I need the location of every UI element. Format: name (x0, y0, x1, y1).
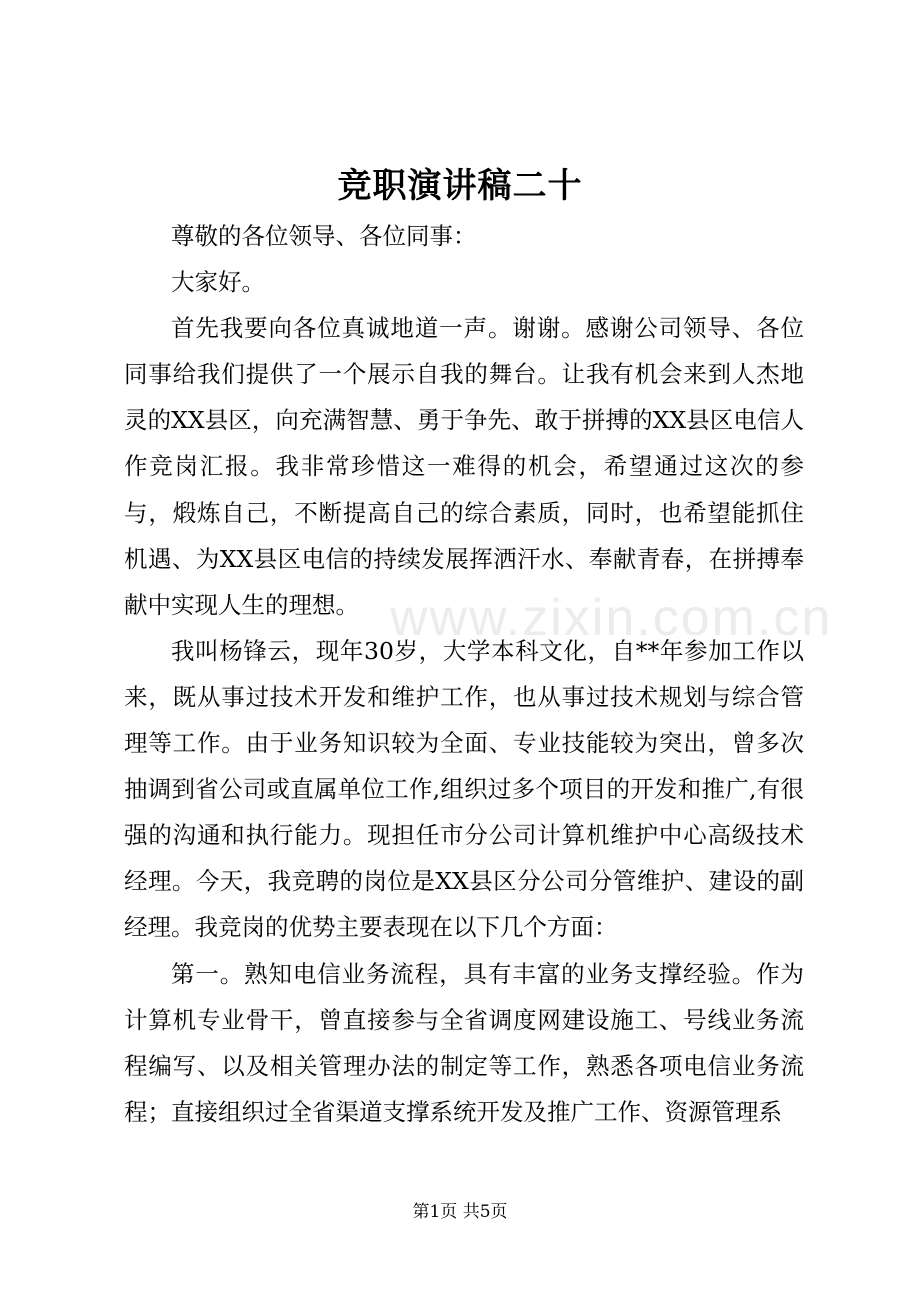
paragraph-greeting: 大家好。 (171, 268, 265, 297)
paragraph-first-advantage: 第一。熟知电信业务流程，具有丰富的业务支撑经验。作为计算机专业骨干，曾直接参与全省调度网建设施工、号线业务流程编写、以及相关管理办法的制定等工作，熟悉各项电信业务流程；直接组织过全省渠道支撑系统开发及推广工作、资源管理系 (124, 959, 804, 1126)
page-footer: 第1页 共5页 (412, 1202, 508, 1222)
paragraph-salutation: 尊敬的各位领导、各位同事： (171, 222, 477, 250)
watermark: www.zixin.com.cn (390, 589, 833, 647)
document-body (124, 213, 804, 1135)
paragraph-introduction: 我叫杨锋云，现年30岁，大学本科文化，自**年参加工作以来，既从事过技术开发和维护工作，也从事过技术规划与综合管理等工作。由于业务知识较为全面、专业技能较为突出，曾多次抽调到省公司或直属单位工作,组织过多个项目的开发和推广,有很强的沟通和执行能力。现担任市分公司计算机维护中心高级技术经理。今天，我竞聘的岗位是XX县区分公司分管维护、建设的副经理。我竞岗的优势主要表现在以下几个方面： (124, 636, 804, 942)
paragraph-thanks: 首先我要向各位真诚地道一声。谢谢。感谢公司领导、各位同事给我们提供了一个展示自我的舞台。让我有机会来到人杰地灵的XX县区，向充满智慧、勇于争先、敢于拼搏的XX县区电信人作竞岗汇报。我非常珍惜这一难得的机会，希望通过这次的参与，煅炼自己，不断提高自己的综合素质，同时，也希望能抓住机遇、为XX县区电信的持续发展挥洒汗水、奉献青春，在拼搏奉献中实现人生的理想。 (124, 314, 804, 619)
document-title: 竞职演讲稿二十 (337, 166, 583, 206)
